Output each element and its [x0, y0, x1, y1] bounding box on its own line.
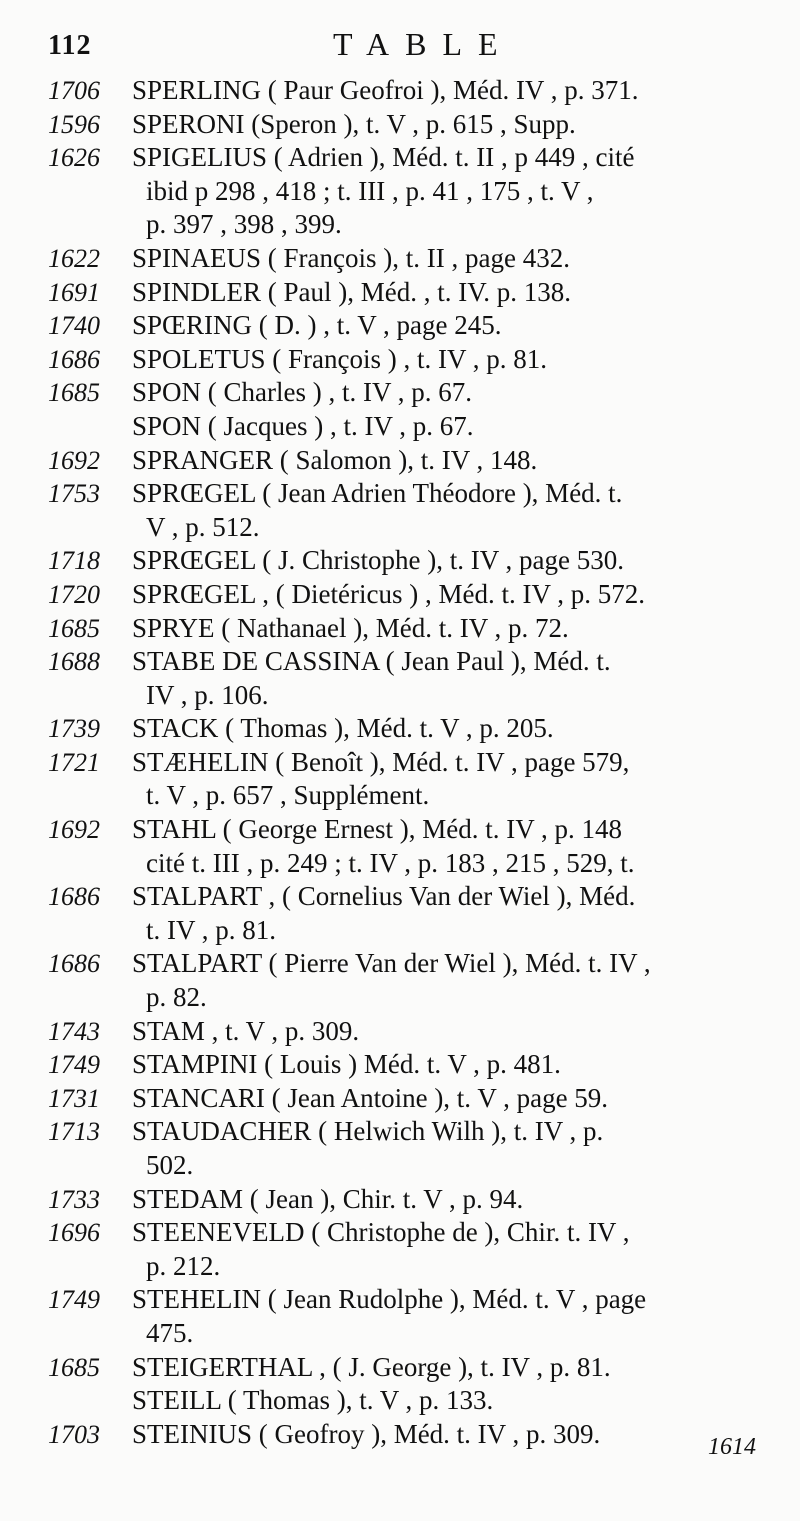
index-entry [48, 242, 768, 276]
entry-text: STACK ( Thomas ), Méd. t. V , p. 205. [132, 713, 554, 744]
entry-year: 1731 [48, 1083, 100, 1113]
entry-text: STAHL ( George Ernest ), Méd. t. IV , p. 148 [132, 814, 623, 845]
index-entry [48, 376, 768, 410]
entry-year: 1686 [48, 949, 100, 979]
entry-text: SPIGELIUS ( Adrien ), Méd. t. II , p 449 , cité [132, 142, 635, 173]
entry-text: STEINIUS ( Geofroy ), Méd. t. IV , p. 309. [132, 1418, 601, 1449]
entry-text: SPRŒGEL ( Jean Adrien Théodore ), Méd. t. [132, 478, 623, 509]
index-entry [48, 712, 768, 746]
entry-year: 1685 [48, 613, 100, 643]
entry-text: STEILL ( Thomas ), t. V , p. 133. [132, 1385, 494, 1416]
index-entry [48, 880, 768, 947]
index-entry [48, 141, 768, 242]
index-entry [48, 746, 768, 813]
entry-text: SPINDLER ( Paul ), Méd. , t. IV. p. 138. [132, 276, 572, 307]
page-header [48, 26, 768, 74]
running-title: TABLE [333, 26, 514, 62]
entry-text: STÆHELIN ( Benoît ), Méd. t. IV , page 579, [132, 746, 630, 777]
entry-continuation: t. V , p. 657 , Supplément. [146, 780, 430, 811]
entry-year: 1626 [48, 143, 100, 173]
index-entry [48, 1418, 768, 1452]
entry-continuation: V , p. 512. [146, 511, 260, 542]
index-entry [48, 108, 768, 142]
entry-year: 1740 [48, 311, 100, 341]
index-entry [48, 1283, 768, 1350]
index-entries [48, 74, 768, 1451]
entry-text: SPERLING ( Paur Geofroi ), Méd. IV , p. 371. [132, 75, 639, 105]
entry-year: 1721 [48, 747, 100, 777]
index-entry [48, 1351, 768, 1385]
entry-year: 1713 [48, 1117, 100, 1147]
index-entry [48, 612, 768, 646]
index-entry [48, 74, 768, 108]
entry-text: STEHELIN ( Jean Rudolphe ), Méd. t. V , page [132, 1284, 647, 1315]
entry-continuation: p. 82. [146, 982, 207, 1013]
entry-continuation: cité t. III , p. 249 ; t. IV , p. 183 , 215 , 529, t. [146, 847, 635, 878]
entry-text: STAUDACHER ( Helwich Wilh ), t. IV , p. [132, 1116, 604, 1147]
entry-text: STABE DE CASSINA ( Jean Paul ), Méd. t. [132, 646, 611, 677]
index-entry [48, 544, 768, 578]
entry-text: STAMPINI ( Louis ) Méd. t. V , p. 481. [132, 1049, 561, 1080]
entry-text: STEDAM ( Jean ), Chir. t. V , p. 94. [132, 1183, 524, 1214]
entry-text: STEENEVELD ( Christophe de ), Chir. t. IV , [132, 1217, 630, 1248]
entry-text: STEIGERTHAL , ( J. George ), t. IV , p. 81. [132, 1351, 611, 1382]
index-entry [48, 1082, 768, 1116]
index-entry [48, 1216, 768, 1283]
entry-year: 1696 [48, 1218, 100, 1248]
entry-continuation: p. 397 , 398 , 399. [146, 209, 342, 240]
entry-text: SPERONI (Speron ), t. V , p. 615 , Supp. [132, 108, 576, 139]
entry-text: SPRŒGEL , ( Dietéricus ) , Méd. t. IV , p. 572. [132, 578, 645, 609]
index-entry [48, 309, 768, 343]
index-entry [48, 813, 768, 880]
entry-year: 1720 [48, 579, 100, 609]
entry-text: SPŒRING ( D. ) , t. V , page 245. [132, 310, 502, 341]
index-entry [48, 645, 768, 712]
index-entry [48, 1183, 768, 1217]
entry-text: SPON ( Jacques ) , t. IV , p. 67. [132, 410, 474, 441]
entry-text: STAM , t. V , p. 309. [132, 1015, 360, 1046]
entry-year: 1622 [48, 243, 100, 273]
entry-year: 1753 [48, 479, 100, 509]
index-entry [48, 1384, 768, 1418]
entry-continuation: 502. [146, 1150, 194, 1180]
index-entry [48, 444, 768, 478]
entry-text: SPON ( Charles ) , t. IV , p. 67. [132, 377, 472, 408]
entry-year: 1688 [48, 647, 100, 677]
entry-text: SPRYE ( Nathanael ), Méd. t. IV , p. 72. [132, 612, 569, 643]
entry-text: SPOLETUS ( François ) , t. IV , p. 81. [132, 343, 547, 374]
index-entry [48, 1048, 768, 1082]
entry-text: STANCARI ( Jean Antoine ), t. V , page 59. [132, 1082, 609, 1113]
index-entry [48, 477, 768, 544]
entry-year: 1718 [48, 546, 100, 576]
index-entry [48, 410, 768, 444]
entry-year: 1686 [48, 882, 100, 912]
entry-year: 1692 [48, 445, 100, 475]
entry-year: 1691 [48, 277, 100, 307]
entry-continuation: t. IV , p. 81. [146, 914, 277, 945]
entry-year: 1596 [48, 109, 100, 139]
index-entry [48, 1015, 768, 1049]
entry-continuation: p. 212. [146, 1250, 221, 1281]
entry-year: 1685 [48, 1352, 100, 1382]
index-entry [48, 578, 768, 612]
index-entry [48, 276, 768, 310]
entry-year: 1749 [48, 1285, 100, 1315]
index-entry [48, 343, 768, 377]
entry-text: STALPART ( Pierre Van der Wiel ), Méd. t. IV , [132, 948, 651, 979]
entry-year: 1739 [48, 714, 100, 744]
entry-continuation: ibid p 298 , 418 ; t. III , p. 41 , 175 , t. V , [146, 175, 594, 206]
entry-text: STALPART , ( Cornelius Van der Wiel ), Méd. [132, 881, 636, 912]
entry-text: SPINAEUS ( François ), t. II , page 432. [132, 242, 570, 273]
entry-year: 1685 [48, 378, 100, 408]
entry-year: 1703 [48, 1419, 100, 1449]
index-entry [48, 1115, 768, 1182]
entry-year: 1733 [48, 1184, 100, 1214]
entry-year: 1743 [48, 1016, 100, 1046]
index-entry [48, 947, 768, 1014]
entry-year: 1692 [48, 815, 100, 845]
entry-year: 1706 [48, 76, 100, 105]
entry-text: SPRANGER ( Salomon ), t. IV , 148. [132, 444, 538, 475]
entry-continuation: IV , p. 106. [146, 679, 269, 710]
page-number: 112 [48, 30, 92, 61]
entry-continuation: 475. [146, 1317, 194, 1348]
entry-text: SPRŒGEL ( J. Christophe ), t. IV , page 530. [132, 545, 624, 576]
catchword: 1614 [708, 1434, 756, 1460]
entry-year: 1686 [48, 344, 100, 374]
entry-year: 1749 [48, 1050, 100, 1080]
